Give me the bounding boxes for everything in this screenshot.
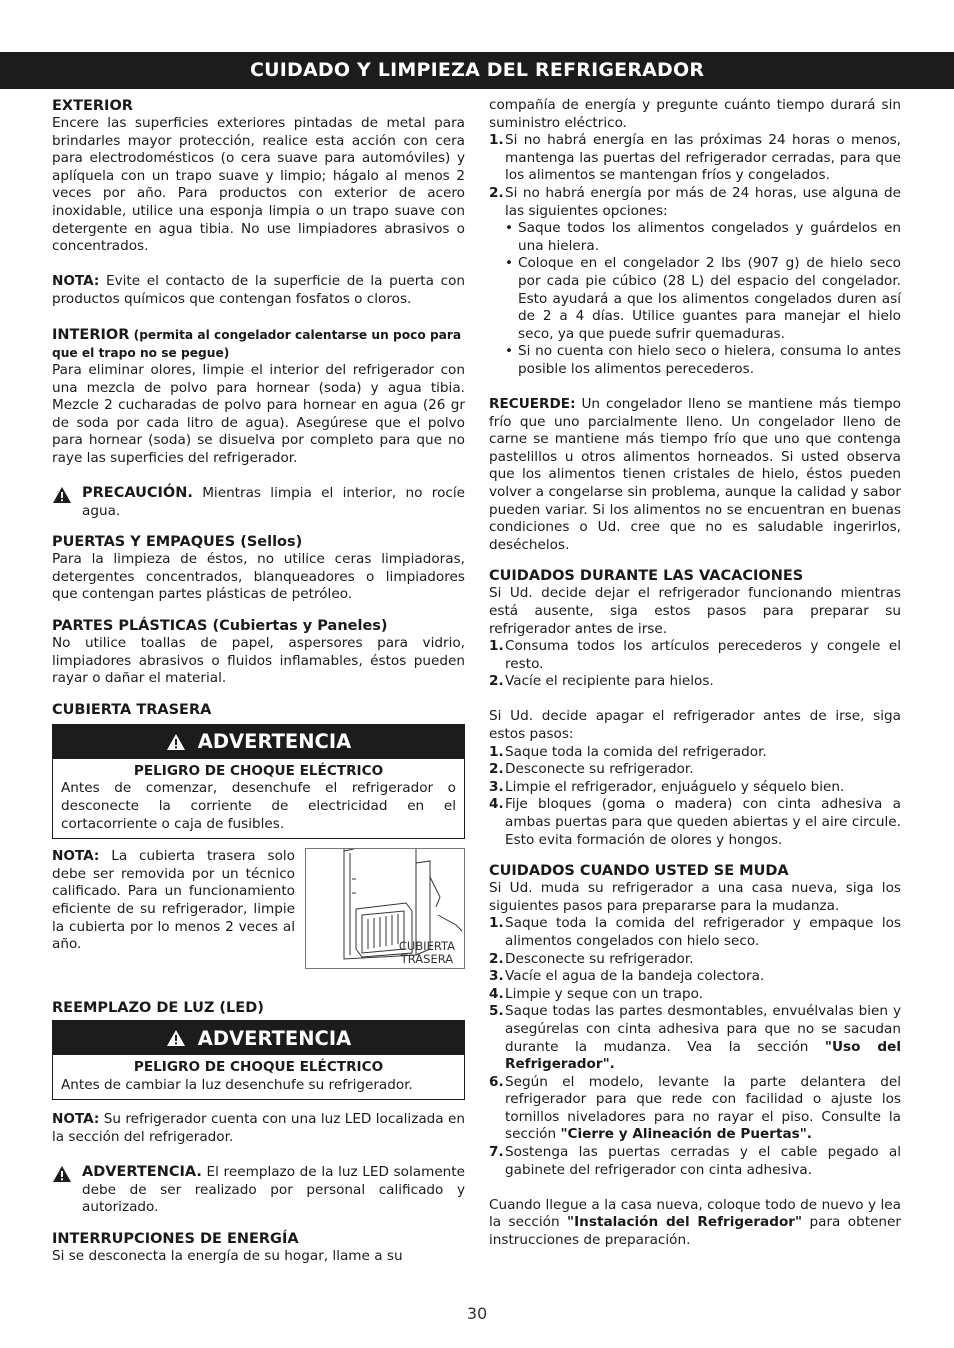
led-note [52, 1111, 465, 1146]
power-steps [489, 132, 901, 220]
warning-triangle-icon [166, 733, 186, 751]
list-item: 3. Vacíe el agua de la bandeja colectora. [489, 968, 765, 985]
section-reference: "Cierre y Alineación de Puertas". [560, 1126, 812, 1143]
list-item: 1. Consuma todos los artículos perecederos y congele el resto. [489, 638, 901, 672]
note-label: NOTA: [52, 1111, 100, 1128]
power-bullets [489, 220, 901, 378]
led-note-text: Su refrigerador cuenta con una luz LED localizada en la sección del refrigerador. [52, 1111, 465, 1145]
caution-label: ADVERTENCIA. [82, 1164, 202, 1180]
remember-note [489, 396, 901, 554]
warning-header [53, 1021, 464, 1055]
power-body-continued: compañía de energía y pregunte cuánto tiempo durará sin suministro eléctrico. [489, 97, 901, 131]
caution-label: PRECAUCIÓN. [82, 485, 193, 501]
led-warning-box [52, 1020, 465, 1100]
list-item: 3. Limpie el refrigerador, enjuáguelo y séquelo bien. [489, 778, 845, 795]
gaskets-body: Para la limpieza de éstos, no utilice ceras limpiadoras, detergentes concentrados, blanqueadores o limpiadores que contengan partes plásticas de petróleo. [52, 551, 465, 603]
warning-text: Antes de comenzar, desenchufe el refrigerador o desconecte la corriente de electricidad en el cortacorriente o caja de fusibles. [61, 780, 456, 832]
figure-caption [399, 940, 455, 966]
back-cover-note-text: La cubierta trasera solo debe ser removida por un técnico calificado. Para un funcionamiento eficiente de su refrigerador, limpie la cubierta por lo menos 2 veces al año. [52, 848, 295, 953]
plastic-heading: PARTES PLÁSTICAS (Cubiertas y Paneles) [52, 617, 388, 634]
section-banner: CUIDADO Y LIMPIEZA DEL REFRIGERADOR [0, 52, 954, 89]
left-column [52, 97, 465, 1265]
power-body: Si se desconecta la energía de su hogar, llame a su [52, 1247, 403, 1264]
warning-text: Antes de cambiar la luz desenchufe su refrigerador. [61, 1076, 413, 1093]
back-cover-warning-box [52, 724, 465, 839]
list-item: 7. Sostenga las puertas cerradas y el cable pegado al gabinete del refrigerador con cinta adhesiva. [489, 1144, 901, 1178]
exterior-body: Encere las superficies exteriores pintadas de metal para brindarles mayor protección, realice esta acción con cera para electrodomésticos (o cera suave para automóviles) y aplíquela con un trapo suave y limpio; hágalo al menos 2 veces por año. Para productos con exterior de acero inoxidable, utilice una esponja limpia o un trapo suave con detergente en agua tibia. No use limpiadores abrasivos o concentrados. [52, 115, 465, 255]
list-item: 1. Si no habrá energía en las próximas 24 horas o menos, mantenga las puertas del refrigerador cerradas, para que los alimentos se mantengan fríos y congelados. [489, 132, 901, 184]
interior-heading-sub: (permita al congelador calentarse un poco para que el trapo no se pegue) [52, 327, 462, 360]
list-item: 6. Según el modelo, levante la parte delantera del refrigerador para que rede con facilidad o ajuste los tornillos niveladores para no rayar el piso. Consulte la sección "Cierre y Alineación de Puertas". [489, 1073, 901, 1143]
right-column [489, 97, 901, 1250]
caution-text: El reemplazo de la luz LED solamente debe de ser realizado por personal calificado y autorizado. [82, 1164, 465, 1216]
section-reference: "Uso del Refrigerador". [505, 1038, 901, 1073]
warning-subtitle: PELIGRO DE CHOQUE ELÉCTRICO [133, 1059, 384, 1076]
remember-label: RECUERDE: [489, 396, 576, 412]
list-item: • Saque todos los alimentos congelados y guárdelos en una hielera. [505, 220, 901, 255]
list-item: • Coloque en el congelador 2 lbs (907 g) de hielo seco por cada pie cúbico (28 L) del espacio del congelador. Esto ayudará a que los alimentos congelados duren así de 2 a 4 días. Utilice guantes para manejar el hielo seco, ya que puede sufrir quemaduras. [505, 255, 901, 343]
warning-triangle-icon [166, 1029, 186, 1047]
vacation-steps-a [489, 638, 901, 691]
warning-subtitle: PELIGRO DE CHOQUE ELÉCTRICO [133, 762, 384, 779]
back-cover-figure [305, 848, 465, 969]
vacation-heading: CUIDADOS DURANTE LAS VACACIONES [489, 568, 804, 585]
back-cover-heading: CUBIERTA TRASERA [52, 701, 212, 718]
warning-triangle-icon [52, 486, 72, 504]
interior-heading [52, 326, 465, 362]
led-caution [52, 1164, 465, 1217]
caution-text: Mientras limpia el interior, no rocíe agua. [82, 485, 465, 519]
list-item: • Si no cuenta con hielo seco o hielera, consuma lo antes posible los alimentos perecederos. [505, 343, 901, 378]
note-label: NOTA: [52, 273, 100, 290]
warning-triangle-icon [52, 1165, 72, 1183]
vacation-steps-b [489, 744, 901, 850]
figure-caption-line1: CUBIERTA [398, 939, 455, 954]
warning-header [53, 725, 464, 759]
moving-heading: CUIDADOS CUANDO USTED SE MUDA [489, 863, 789, 880]
list-item: 4. Limpie y seque con un trapo. [489, 985, 703, 1002]
figure-caption-line2: TRASERA [400, 952, 454, 967]
list-item: 1. Saque toda la comida del refrigerador y empaque los alimentos congelados con hielo seco. [489, 915, 901, 949]
list-item: 2. Desconecte su refrigerador. [489, 761, 694, 778]
vacation-intro: Si Ud. decide dejar el refrigerador funcionando mientras está ausente, siga estos pasos para preparar su refrigerador antes de irse. [489, 585, 901, 637]
power-heading: INTERRUPCIONES DE ENERGÍA [52, 1230, 299, 1247]
remember-text: Un congelador lleno se mantiene más tiempo frío que uno parcialmente lleno. Un congelador lleno de carne se mantiene más tiempo frío que uno que contenga pastelillos u otros alimentos horneados. Si usted observa que los alimentos tienen cristales de hielo, éstos pueden volver a congelarse sin problema, aunque la calidad y sabor pueden variar. Si los alimentos no se encuentran en buenas condiciones o Ud. cree que no es saludable ingerirlos, deséchelos. [489, 396, 901, 553]
list-item: 5. Saque todas las partes desmontables, envuélvalas bien y asegúrelas con cinta adhesiva para que no se sacudan durante la mudanza. Vea la sección "Uso del Refrigerador". [489, 1003, 901, 1073]
list-item: 4. Fije bloques (goma o madera) con cinta adhesiva a ambas puertas para que queden abiertas y el aire circule. Esto evita formación de olores y hongos. [489, 796, 901, 848]
gaskets-heading: PUERTAS Y EMPAQUES (Sellos) [52, 534, 303, 551]
moving-intro: Si Ud. muda su refrigerador a una casa nueva, siga los siguientes pasos para prepararse para la mudanza. [489, 880, 901, 914]
interior-caution [52, 485, 465, 520]
plastic-body: No utilice toallas de papel, aspersores para vidrio, limpiadores abrasivos o fluidos inflamables, éstos pueden rayar o dañar el material. [52, 634, 465, 687]
exterior-note [52, 273, 465, 308]
exterior-note-text: Evite el contacto de la superficie de la puerta con productos químicos que contengan fosfatos o cloros. [52, 273, 465, 307]
page-number: 30 [466, 1304, 488, 1323]
led-heading: REEMPLAZO DE LUZ (LED) [52, 1000, 264, 1017]
list-item: 2. Desconecte su refrigerador. [489, 950, 694, 967]
vacation-intro-2: Si Ud. decide apagar el refrigerador antes de irse, siga estos pasos: [489, 708, 901, 742]
note-label: NOTA: [52, 848, 100, 865]
warning-body [53, 1055, 464, 1099]
warning-title: ADVERTENCIA [197, 1026, 352, 1050]
warning-body [53, 759, 464, 838]
interior-body: Para eliminar olores, limpie el interior del refrigerador con una mezcla de polvo para hornear (soda) y agua tibia. Mezcle 2 cucharadas de polvo para hornear en agua (26 gr de soda por cada litro de agua). Asegúrese que el polvo para hornear (soda) se disuelva por completo para que no raye las superficies del refrigerador. [52, 361, 465, 466]
moving-outro: Cuando llegue a la casa nueva, coloque todo de nuevo y lea la sección "Instalación del Refrigerador" para obtener instrucciones de preparación. [489, 1196, 901, 1248]
exterior-heading: EXTERIOR [52, 98, 133, 114]
moving-steps [489, 915, 901, 1179]
back-cover-note [52, 848, 295, 969]
warning-title: ADVERTENCIA [197, 730, 352, 754]
back-cover-note-row [52, 848, 465, 969]
list-item: 1. Saque toda la comida del refrigerador. [489, 743, 767, 760]
list-item: 2. Si no habrá energía por más de 24 horas, use alguna de las siguientes opciones: [489, 184, 901, 219]
section-reference: "Instalación del Refrigerador" [567, 1214, 803, 1231]
list-item: 2. Vacíe el recipiente para hielos. [489, 673, 714, 690]
interior-heading-main: INTERIOR [52, 326, 130, 343]
